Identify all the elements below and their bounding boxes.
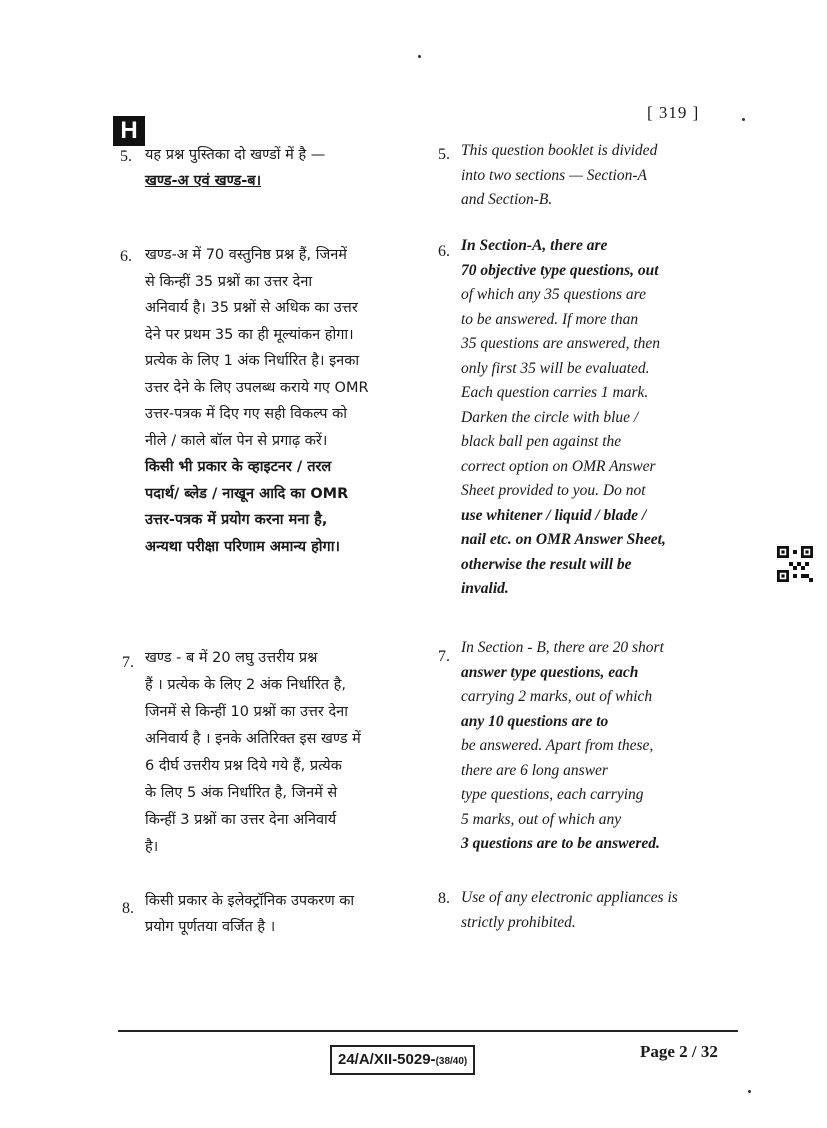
- paper-code-suffix: (38/40): [435, 1056, 468, 1067]
- paper-code: 24/A/XII-5029-: [338, 1051, 436, 1068]
- item-8-english-number: 8.: [438, 890, 450, 907]
- paper-code-box: [330, 1045, 475, 1075]
- page-code: [ 319 ]: [647, 103, 700, 122]
- item-5-english-number: 5.: [438, 146, 450, 163]
- item-8-hindi-text: किसी प्रकार के इलेक्ट्रॉनिक उपकरण का प्रयोग पूर्णतया वर्जित है ।: [145, 893, 355, 935]
- speck-dot: [748, 1090, 751, 1093]
- speck-dot: [418, 55, 421, 58]
- item-6-hindi-number: 6.: [120, 248, 132, 265]
- item-8-english-text: Use of any electronic appliances is strictly prohibited.: [461, 889, 678, 931]
- item-6-english-number: 6.: [438, 243, 450, 260]
- item-7-hindi-text: खण्ड - ब में 20 लघु उत्तरीय प्रश्न हैं । प्रत्येक के लिए 2 अंक निर्धारित है, जिनमें से किन्हीं 10 प्रश्नों का उत्तर देना अनिवार्य है । इनके अतिरिक्त इस खण्ड में 6 दीर्घ उत्तरीय प्रश्न दिये गये हैं, प्रत्येक के लिए 5 अंक निर्धारित है, जिनमें से किन्हीं 3 प्रश्नों का उत्तर देना अनिवार्य है।: [145, 650, 361, 855]
- qr-code-icon: [777, 546, 813, 582]
- item-6-hindi-text: खण्ड-अ में 70 वस्तुनिष्ठ प्रश्न हैं, जिनमें से किन्हीं 35 प्रश्नों का उत्तर देना अनिवार्य है। 35 प्रश्नों से अधिक का उत्तर देने पर प्रथम 35 का ही मूल्यांकन होगा। प्रत्येक के लिए 1 अंक निर्धारित है। इनका उत्तर देने के लिए उपलब्ध कराये गए OMR उत्तर-पत्रक में दिए गए सही विकल्प को नीले / काले बॉल पेन से प्रगाढ़ करें। किसी भी प्रकार के व्हाइटनर / तरल पदार्थ/ ब्लेड / नाखून आदि का OMR उत्तर-पत्रक में प्रयोग करना मना है, अन्यथा परीक्षा परिणाम अमान्य होगा।: [145, 247, 369, 555]
- item-6-english-text: In Section-A, there are 70 objective type questions, out of which any 35 questions are to be answered. If more than 35 questions are answered, then only first 35 will be evaluated. Each question carries 1 mark. Darken the circle with blue / black ball pen against the correct option on OMR Answer Sheet provided to you. Do not use whitener / liquid / blade / nail etc. on OMR Answer Sheet, otherwise the result will be invalid.: [461, 237, 666, 597]
- item-8-hindi-number: 8.: [122, 900, 134, 917]
- speck-dot: [742, 118, 745, 121]
- item-7-english-text: In Section - B, there are 20 short answer type questions, each carrying 2 marks, out of which any 10 questions are to be answered. Apart from these, there are 6 long answer type questions, each carrying 5 marks, out of which any 3 questions are to be answered.: [461, 639, 664, 852]
- item-7-english-number: 7.: [438, 648, 450, 665]
- page-number: Page 2 / 32: [640, 1042, 718, 1061]
- item-5-hindi-text: यह प्रश्न पुस्तिका दो खण्डों में है — खण्ड-अ एवं खण्ड-ब।: [145, 147, 326, 189]
- item-5-english-text: This question booklet is divided into two sections — Section-A and Section-B.: [461, 142, 658, 208]
- item-7-hindi-number: 7.: [122, 654, 134, 671]
- series-letter-badge: H: [113, 116, 145, 146]
- footer-rule: [118, 1030, 738, 1032]
- item-5-hindi-number: 5.: [120, 148, 132, 165]
